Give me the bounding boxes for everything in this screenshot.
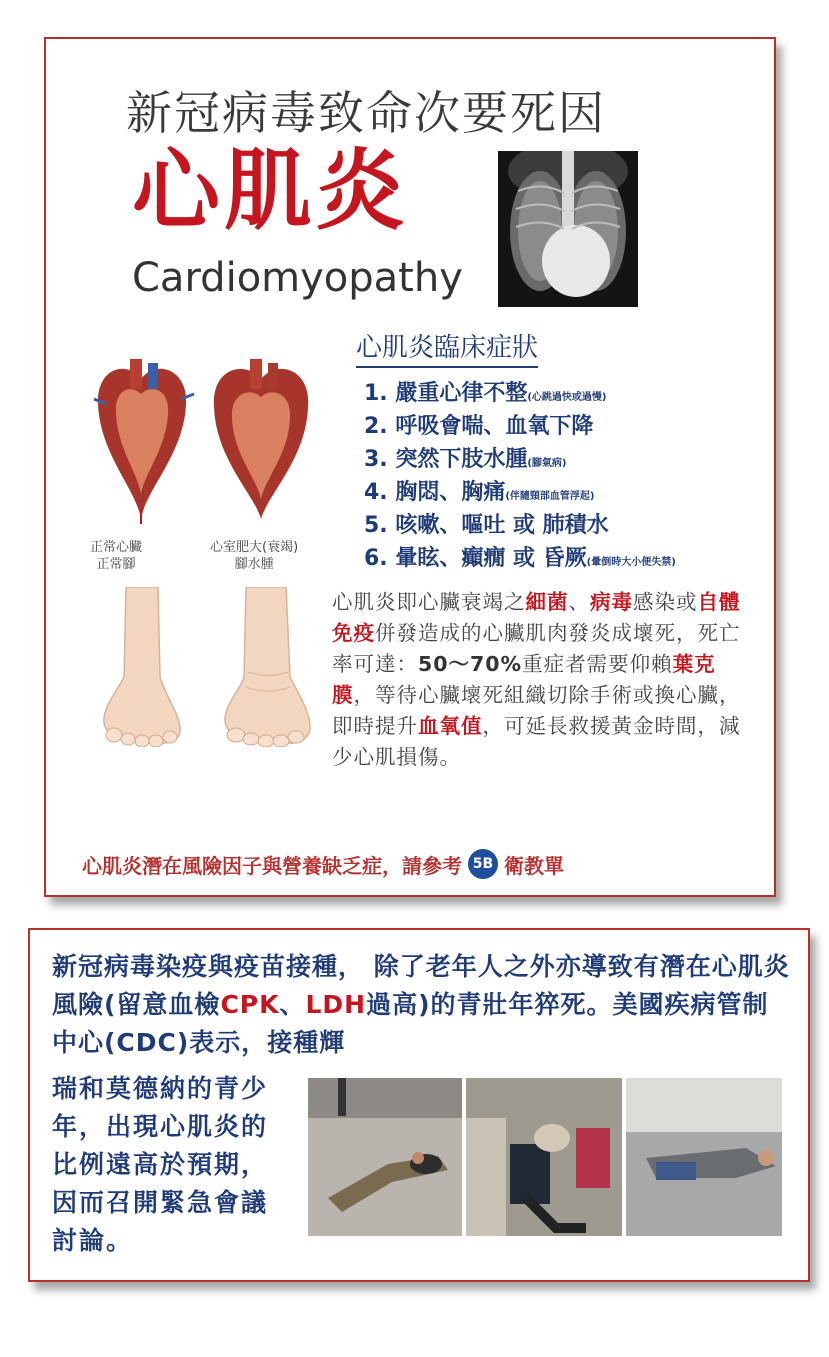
symptom-list — [364, 379, 676, 577]
normal-caption: 正常心臟 正常腳 — [90, 540, 143, 572]
myocarditis-info-card — [44, 37, 776, 897]
description-paragraph: 心肌炎即心臟衰竭之細菌、病毒感染或自體免疫併發造成的心臟肌肉發炎成壞死，死亡率可達：50～70%重症者需要仰賴葉克膜，等待心臟壞死組織切除手術或換心臟，即時提升血氧值，可延長救援黃金時間，減少心肌損傷。 — [332, 590, 741, 769]
news-text: 新冠病毒染疫與疫苗接種， 除了老年人之外亦導致有潛在心肌炎風險(留意血檢CPK、LDH過高)的青壯年猝死。美國疾病管制中心(CDC)表示，接種輝 — [52, 952, 790, 1057]
enlarged-heart-illustration — [206, 359, 316, 524]
collapse-photo-1 — [308, 1078, 462, 1236]
normal-foot-illustration — [96, 587, 188, 747]
reference-footer: 心肌炎潛在風險因子與營養缺乏症，請參考 5B 衛教單 — [82, 849, 564, 879]
chest-xray-image — [498, 151, 638, 307]
normal-heart-illustration — [86, 359, 196, 524]
english-heading: Cardiomyopathy — [132, 255, 463, 301]
vaccine-news-card — [28, 928, 810, 1282]
collapse-photo-3 — [626, 1078, 782, 1236]
enlarged-caption: 心室肥大(衰竭) 腳水腫 — [210, 540, 299, 572]
list-item: 3. 突然下肢水腫(腳氣病) — [364, 447, 567, 472]
card-title: 新冠病毒致命次要死因 — [126, 86, 606, 140]
list-item: 6. 暈眩、癲癇 或 昏厥(暈倒時大小便失禁) — [364, 546, 676, 571]
symptoms-heading: 心肌炎臨床症狀 — [356, 327, 538, 368]
main-heading: 心肌炎 — [132, 139, 409, 242]
sheet-badge: 5B — [468, 849, 498, 879]
list-item: 2. 呼吸會喘、血氧下降 — [364, 414, 594, 439]
swollen-foot-illustration — [220, 587, 316, 747]
list-item: 4. 胸悶、胸痛(伴隨頸部血管浮起) — [364, 480, 595, 505]
collapse-photo-2 — [466, 1078, 622, 1236]
list-item: 1. 嚴重心律不整(心跳過快或過慢) — [364, 381, 607, 406]
news-text-continued: 瑞和莫德納的青少年，出現心肌炎的比例遠高於預期，因而召開緊急會議討論。 — [52, 1074, 269, 1255]
list-item: 5. 咳嗽、嘔吐 或 肺積水 — [364, 513, 609, 538]
